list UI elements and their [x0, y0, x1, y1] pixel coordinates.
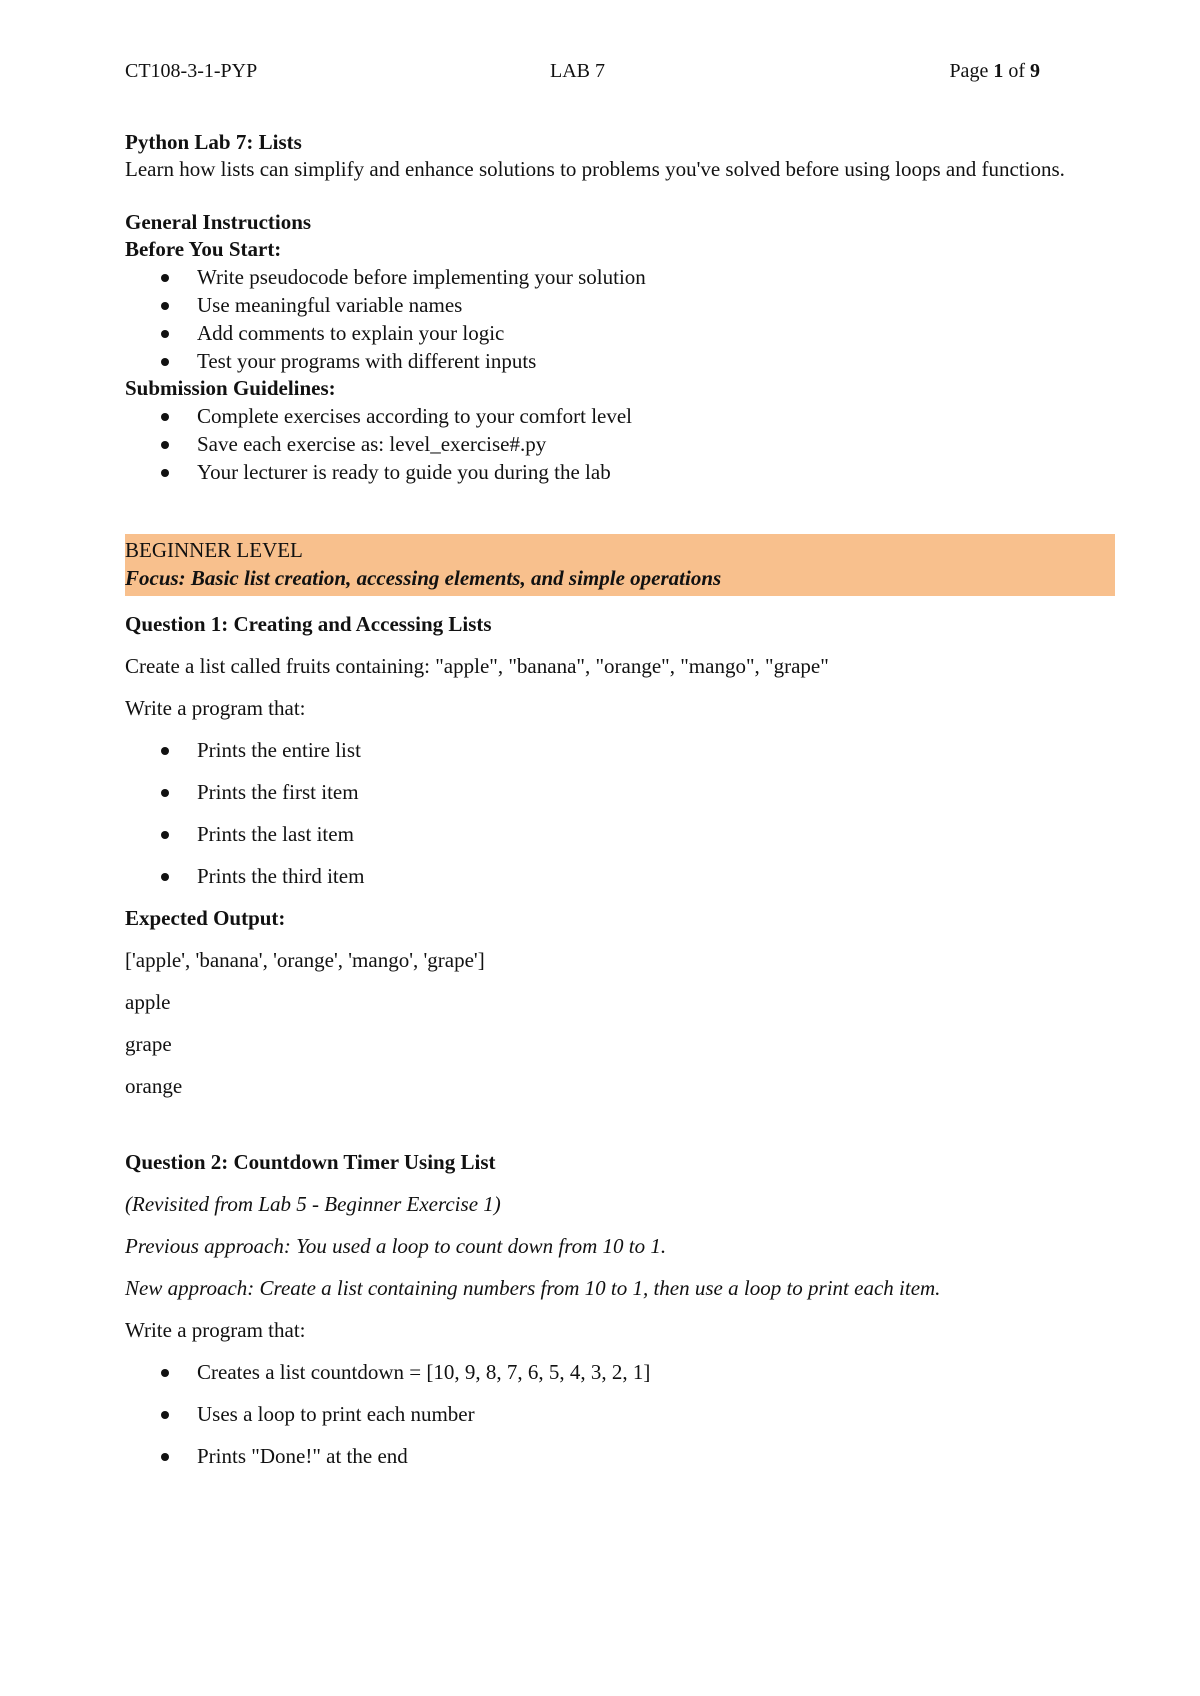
page-number: [949, 58, 1040, 84]
question-1-list: [125, 736, 1115, 890]
list-item: Complete exercises according to your comfort level: [125, 402, 1115, 430]
page-current: 1: [993, 60, 1004, 82]
expected-output-line: grape: [125, 1032, 172, 1057]
list-item: Save each exercise as: level_exercise#.py: [125, 430, 1115, 458]
list-item: Uses a loop to print each number: [125, 1400, 1115, 1428]
list-item: Test your programs with different inputs: [125, 347, 1115, 375]
lab-label: LAB 7: [550, 60, 605, 82]
page-title: Python Lab 7: Lists: [125, 130, 302, 154]
list-item: Creates a list countdown = [10, 9, 8, 7, 6, 5, 4, 3, 2, 1]: [125, 1358, 1115, 1386]
expected-output-line: orange: [125, 1074, 183, 1099]
before-list: [125, 263, 1115, 375]
list-item: Prints the third item: [125, 862, 1115, 890]
question-1-write: Write a program that:: [125, 696, 306, 721]
expected-output-heading: Expected Output:: [125, 906, 286, 931]
list-item: Prints the last item: [125, 820, 1115, 848]
question-2-list: [125, 1358, 1115, 1470]
page-of: of: [1003, 60, 1030, 82]
course-code: CT108-3-1-PYP: [125, 60, 258, 82]
document-page: [125, 58, 1115, 1484]
list-item: Prints the first item: [125, 778, 1115, 806]
question-1-title: Question 1: Creating and Accessing Lists: [125, 612, 492, 637]
question-2: [125, 1148, 1115, 1470]
question-2-revisited: (Revisited from Lab 5 - Beginner Exercise 1): [125, 1192, 501, 1217]
general-heading: General Instructions: [125, 209, 312, 234]
general-instructions: [125, 209, 1115, 487]
list-item: Your lecturer is ready to guide you during the lab: [125, 458, 1115, 486]
submission-heading: Submission Guidelines:: [125, 376, 336, 401]
submission-list: [125, 402, 1115, 486]
question-2-title: Question 2: Countdown Timer Using List: [125, 1150, 496, 1175]
before-heading: Before You Start:: [125, 236, 282, 261]
list-item: Add comments to explain your logic: [125, 319, 1115, 347]
list-item: Write pseudocode before implementing your solution: [125, 263, 1115, 291]
page-total: 9: [1030, 60, 1040, 82]
intro-section: [125, 129, 1115, 184]
question-2-new-approach: New approach: Create a list containing numbers from 10 to 1, then use a loop to print each item.: [125, 1276, 941, 1301]
level-focus: Focus: Basic list creation, accessing elements, and simple operations: [125, 566, 722, 591]
expected-output-line: ['apple', 'banana', 'orange', 'mango', 'grape']: [125, 948, 485, 973]
level-name: BEGINNER LEVEL: [125, 538, 303, 563]
expected-output-line: apple: [125, 990, 171, 1015]
list-item: Prints "Done!" at the end: [125, 1442, 1115, 1470]
question-1-instruction: Create a list called fruits containing: "apple", "banana", "orange", "mango", "grape": [125, 654, 829, 679]
page-header: [125, 58, 1115, 88]
question-2-write: Write a program that:: [125, 1318, 306, 1343]
list-item: Prints the entire list: [125, 736, 1115, 764]
question-1: [125, 610, 1115, 1100]
list-item: Use meaningful variable names: [125, 291, 1115, 319]
question-2-previous: Previous approach: You used a loop to count down from 10 to 1.: [125, 1234, 667, 1259]
intro-description: Learn how lists can simplify and enhance solutions to problems you've solved before using loops and functions.: [125, 157, 1065, 182]
level-banner: [125, 534, 1115, 596]
page-prefix: Page: [949, 60, 994, 82]
